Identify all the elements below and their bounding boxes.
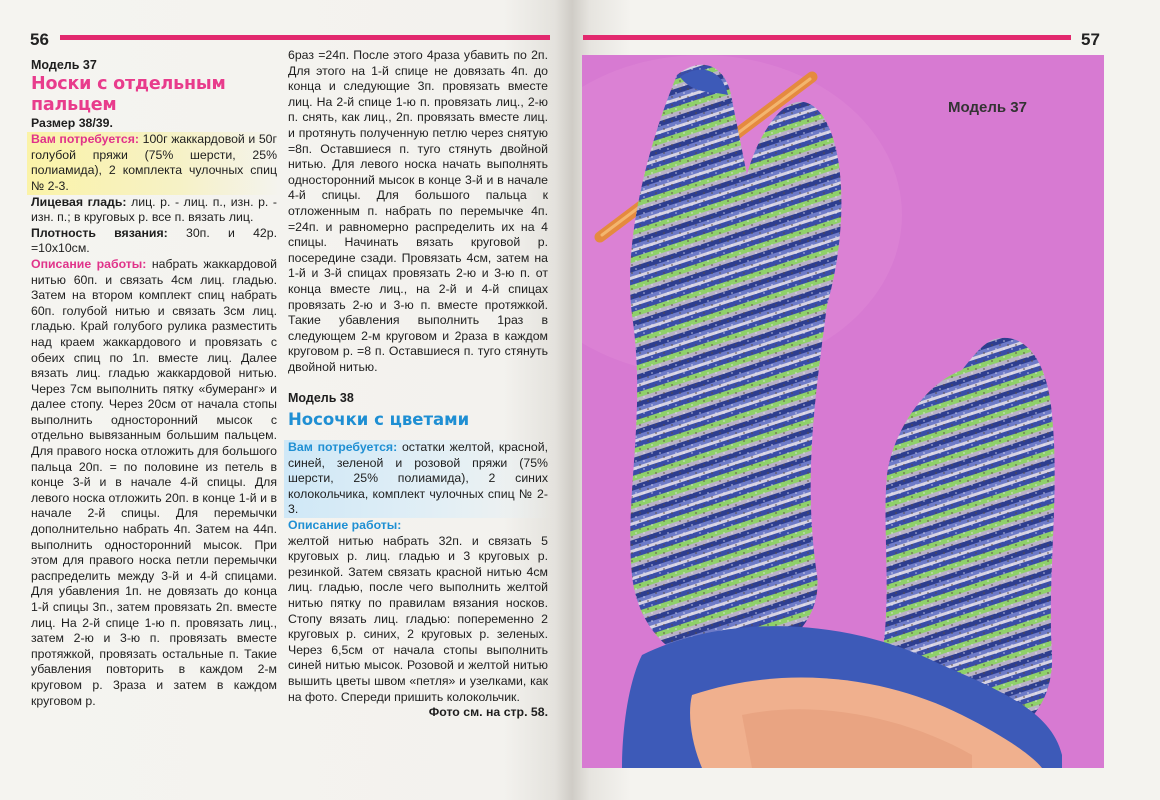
requirements-text-38: остатки желтой, красной, синей, зеленой и розовой пряжи (75% шерсти, 25% полиамида), 2 синих колокольчика, комплект чулочных спиц № 2-3. [288,440,548,517]
header-rule-left [60,35,550,40]
header-rule-right [583,35,1071,40]
continued-text: 6раз =24п. После этого 4раза убавить по 2п. Для этого на 1-й спице не довязать 4п. до конца и следующие 3п. провязать вместе лиц. На 2-й спице 1-ю п. провязать лиц., 2-ю п. снять, как лиц., 2п. провязать вместе лиц. и протянуть полученную петлю через снятую =8п. Оставшиеся п. туго стянуть двойной нитью. Для левого носка начать выполнять односторонний мысок в конце 3-й и в начале 4-й спицы. Для большого пальца к отложенным п. набрать по перемычке 4п. =24п. и равномерно распределить их на 4 спицы. Начинать вязать круговой р. посередине сзади. Провязать 4см, затем на 1-й и 3-й спицах провязать 2-ю и 3-ю п. от конца вместе лиц., на 2-й и 4-й спицах провязать 2-ю и 3-ю п. вместе протяжкой. Такие убавления выполнить 1раз в следующем 2-м круговом и 2раза в каждом круговом р. =8 п. Оставшиеся п. туго стянуть двойной нитью. [288,48,548,374]
requirements-label: Вам потребуется: [31,132,140,147]
left-page [0,0,572,800]
model-label-38: Модель 38 [288,391,354,406]
column-2 [288,48,548,721]
requirements-text: 100г жаккардовой и 50г голубой пряжи (75% шерсти, 25% полиамида), 2 комплекта чулочных спиц № 2-3. [31,132,277,193]
requirements-box [27,132,281,194]
photo-caption: Модель 37 [948,99,1027,116]
description-text: набрать жаккардовой нитью 60п. и связать 4см лиц. гладью. Затем на втором комплект спиц набрать 60п. голубой нитью и связать 3см лиц. гладью. Край голубого рулика разместить над краем жаккардового и провязать с обеих спиц по 1п. вместе лиц. Далее вязать лиц. гладью жаккардовой нитью. Через 7см выполнить пятку «бумеранг» и далее стопу. Через 20см от начала стопы выполнить односторонний мысок с отдельно вывязанным большим пальцем. Для правого носка отложить для большого пальца 20п. = по половине из петель в конце 3-й и в начале 4-й спицы. Для левого носка отложить 20п. в конце 1-й и в начале 2-й спицы. Для перемычки дополнительно набрать 4п. Затем на 44п. выполнить односторонний мысок. При этом для правого носка петли перемычки распределить между 3-й и 4-й спицами. Для убавления 1п. не довязать до конца 1-й спицы 3п., затем провязать 2п. вместе лиц. На 2-й спице 1-ю п. провязать лиц., затем 2-ю и 3-ю п. провязать вместе протяжкой, провязать остальные п. Такие убавления повторить в каждом 2-м круговом р. 3раза и затем в каждом круговом р. [31,256,277,708]
sock-illustration [582,55,1104,768]
column-1 [31,58,277,709]
model-label: Модель 37 [31,58,97,72]
description-text-38: желтой нитью набрать 32п. и связать 5 круговых р. лиц. гладью и 3 круговых р. резинкой. Затем связать красной нитью 4см лиц. гладью, после чего выполнить желтой нитью пятку по правилам вязания носков. Стопу вязать лиц. гладью: попеременно 2 круговых р. синих, 2 круговых р. зеленых. Через 6,5см от начала стопы выполнить синей нитью мысок. Розовой и желтой нитью вышить цветы швом «петля» и узелками, как на фото. Спереди пришить колокольчик. [288,533,548,704]
stitch-label: Лицевая гладь: [31,194,127,209]
size-line: Размер 38/39. [31,115,113,130]
stitch-text: лиц. р. - лиц. п., изн. р. - изн. п.; в круговых р. все п. вязать лиц. [31,194,277,225]
page-number-left: 56 [30,30,49,49]
density-label: Плотность вязания: [31,225,168,240]
article-title: Носки с отдельным пальцем [31,73,226,115]
description-label-38: Описание работы: [288,518,402,533]
requirements-label-38: Вам потребуется: [288,440,398,455]
density-text: 30п. и 42р. =10х10см. [31,225,277,256]
photo-reference: Фото см. на стр. 58. [428,705,548,720]
requirements-box-38 [284,440,552,518]
description-label: Описание работы: [31,256,147,271]
page-number-right: 57 [1081,30,1100,49]
sock-photo [582,55,1104,768]
article-title-38: Носочки с цветами [288,410,470,430]
